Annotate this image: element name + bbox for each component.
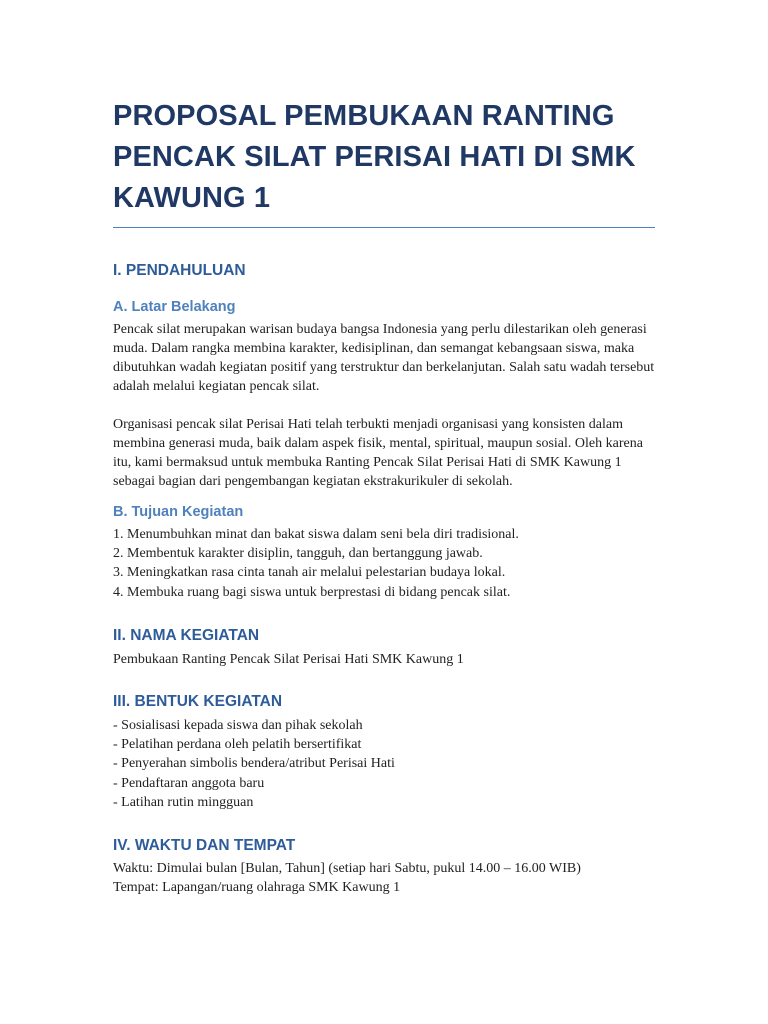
waktu-text: Waktu: Dimulai bulan [Bulan, Tahun] (setiap hari Sabtu, pukul 14.00 – 16.00 WIB) [113,861,581,877]
bentuk-list [113,716,655,812]
list-item: - Pelatihan perdana oleh pelatih bersertifikat [113,737,362,753]
list-item: 4. Membuka ruang bagi siswa untuk berprestasi di bidang pencak silat. [113,584,511,600]
subsection-heading-tujuan-kegiatan: B. Tujuan Kegiatan [113,504,244,520]
section-heading-pendahuluan: I. PENDAHULUAN [113,262,246,279]
list-item: - Pendaftaran anggota baru [113,775,265,791]
subsection-heading-latar-belakang: A. Latar Belakang [113,299,236,315]
document-content [113,96,655,897]
list-item: 2. Membentuk karakter disiplin, tangguh, dan bertanggung jawab. [113,546,483,562]
list-item: - Latihan rutin mingguan [113,794,254,810]
tujuan-list [113,525,655,602]
document-title: PROPOSAL PEMBUKAAN RANTING PENCAK SILAT PERISAI HATI DI SMK KAWUNG 1 [113,96,655,228]
section-heading-bentuk-kegiatan: III. BENTUK KEGIATAN [113,693,283,711]
nama-kegiatan-text: Pembukaan Ranting Pencak Silat Perisai Hati SMK Kawung 1 [113,651,464,667]
latar-belakang-paragraph-2: Organisasi pencak silat Perisai Hati telah terbukti menjadi organisasi yang konsisten dalam membina generasi muda, baik dalam aspek fisik, mental, spiritual, maupun sosial. Oleh karena itu, kami bermaksud untuk membuka Ranting Pencak Silat Perisai Hati di SMK Kawung 1 sebagai bagian dari pengembangan kegiatan ekstrakurikuler di sekolah. [113,417,643,489]
list-item: 1. Menumbuhkan minat dan bakat siswa dalam seni bela diri tradisional. [113,527,519,542]
list-item: 3. Meningkatkan rasa cinta tanah air melalui pelestarian budaya lokal. [113,565,506,581]
section-heading-nama-kegiatan: II. NAMA KEGIATAN [113,626,260,644]
tempat-text: Tempat: Lapangan/ruang olahraga SMK Kawung 1 [113,880,401,896]
list-item: - Sosialisasi kepada siswa dan pihak sekolah [113,718,363,734]
section-heading-waktu-tempat: IV. WAKTU DAN TEMPAT [113,837,296,855]
latar-belakang-paragraph-1: Pencak silat merupakan warisan budaya bangsa Indonesia yang perlu dilestarikan oleh generasi muda. Dalam rangka membina karakter, kedisiplinan, dan semangat kebangsaan siswa, maka dibutuhkan wadah kegiatan positif yang terstruktur dan berkelanjutan. Salah satu wadah tersebut adalah melalui kegiatan pencak silat. [113,322,655,394]
list-item: - Penyerahan simbolis bendera/atribut Perisai Hati [113,756,395,772]
